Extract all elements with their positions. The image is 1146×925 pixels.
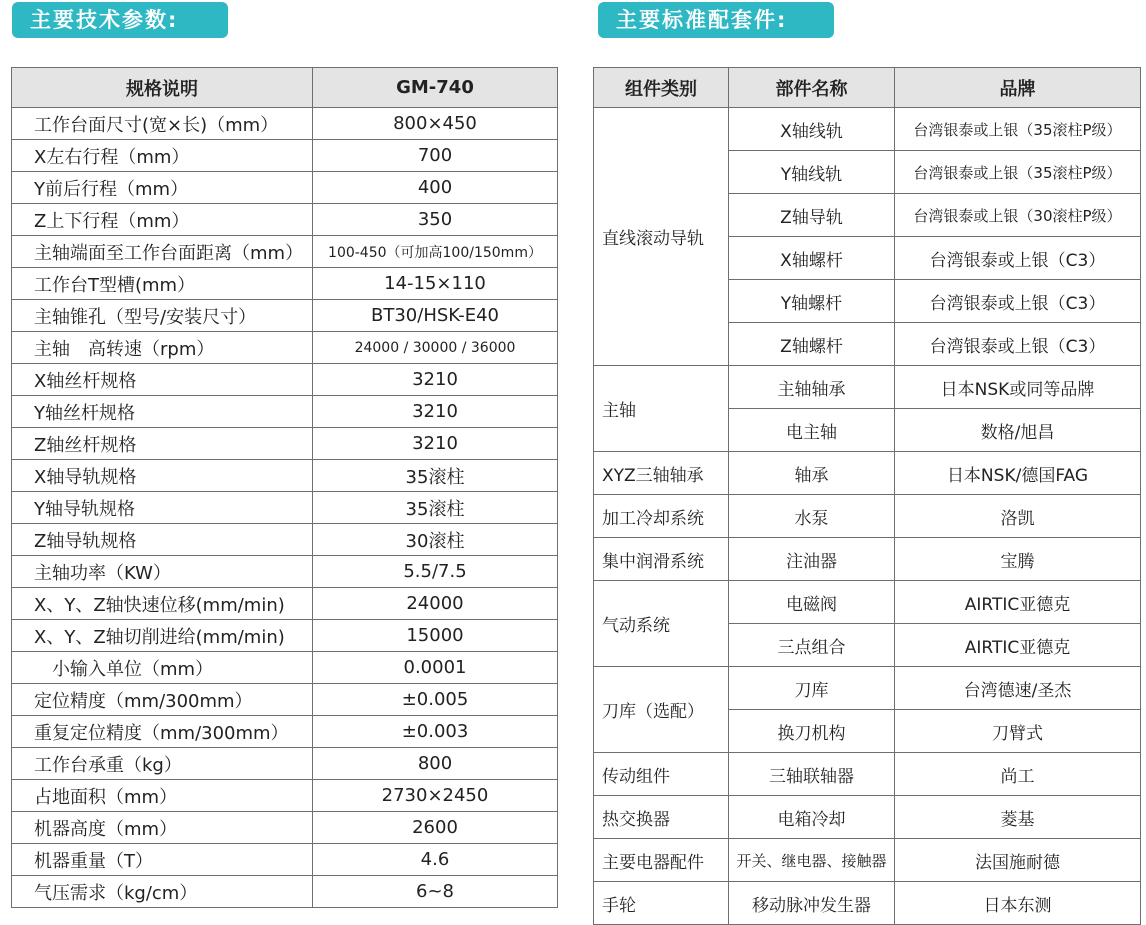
spec-row [12, 460, 558, 492]
spec-row [12, 492, 558, 524]
spec-name: 定位精度（mm/300mm） [12, 684, 313, 716]
spec-name: 主轴 高转速（rpm） [12, 332, 313, 364]
spec-name: Y前后行程（mm） [12, 172, 313, 204]
spec-row [12, 396, 558, 428]
spec-value: 0.0001 [313, 652, 558, 684]
parts-component: 三轴联轴器 [729, 753, 895, 796]
parts-component: 换刀机构 [729, 710, 895, 753]
spec-name: Z上下行程（mm） [12, 204, 313, 236]
parts-row [594, 796, 1141, 839]
parts-brand: 台湾银泰或上银（35滚柱P级） [895, 151, 1141, 194]
parts-component: Y轴螺杆 [729, 280, 895, 323]
spec-value: 35滚柱 [313, 460, 558, 492]
parts-category: 主要电器配件 [594, 839, 729, 882]
spec-row [12, 588, 558, 620]
spec-name: X轴丝杆规格 [12, 364, 313, 396]
parts-brand: AIRTIC亚德克 [895, 624, 1141, 667]
spec-value: 2600 [313, 812, 558, 844]
spec-name: 重复定位精度（mm/300mm） [12, 716, 313, 748]
parts-category: 手轮 [594, 882, 729, 925]
spec-table [11, 67, 558, 908]
spec-name: X左右行程（mm） [12, 140, 313, 172]
parts-category: 气动系统 [594, 581, 729, 667]
spec-name: X、Y、Z轴快速位移(mm/min) [12, 588, 313, 620]
spec-value: 3210 [313, 396, 558, 428]
parts-row [594, 495, 1141, 538]
parts-table [593, 67, 1141, 925]
spec-name: Z轴导轨规格 [12, 524, 313, 556]
spec-row [12, 812, 558, 844]
parts-brand: 日本NSK或同等品牌 [895, 366, 1141, 409]
parts-brand: 台湾银泰或上银（30滚柱P级） [895, 194, 1141, 237]
spec-row [12, 172, 558, 204]
parts-category: 加工冷却系统 [594, 495, 729, 538]
spec-row [12, 204, 558, 236]
spec-value: 800 [313, 748, 558, 780]
spec-value: 24000 [313, 588, 558, 620]
spec-name: Y轴导轨规格 [12, 492, 313, 524]
parts-category: 传动组件 [594, 753, 729, 796]
spec-row [12, 268, 558, 300]
spec-value: 30滚柱 [313, 524, 558, 556]
parts-component: 三点组合 [729, 624, 895, 667]
parts-brand: 刀臂式 [895, 710, 1141, 753]
parts-category: 直线滚动导轨 [594, 108, 729, 366]
spec-name: 占地面积（mm） [12, 780, 313, 812]
spec-row [12, 524, 558, 556]
spec-value: ±0.003 [313, 716, 558, 748]
spec-row [12, 140, 558, 172]
parts-section-title: 主要标准配套件: [598, 2, 834, 38]
parts-row [594, 839, 1141, 882]
parts-row [594, 538, 1141, 581]
spec-row [12, 300, 558, 332]
spec-name: 主轴端面至工作台面距离（mm） [12, 236, 313, 268]
parts-brand: 宝腾 [895, 538, 1141, 581]
spec-name: 主轴锥孔（型号/安装尺寸） [12, 300, 313, 332]
spec-value: 15000 [313, 620, 558, 652]
parts-header-cell: 部件名称 [729, 68, 895, 108]
parts-component: Z轴螺杆 [729, 323, 895, 366]
spec-value: 6~8 [313, 876, 558, 908]
parts-component: Y轴线轨 [729, 151, 895, 194]
parts-row [594, 108, 1141, 151]
spec-name: Z轴丝杆规格 [12, 428, 313, 460]
parts-category: 热交换器 [594, 796, 729, 839]
parts-component: 电箱冷却 [729, 796, 895, 839]
spec-name: 气压需求（kg/cm） [12, 876, 313, 908]
spec-row [12, 332, 558, 364]
spec-name: 小输入单位（mm） [12, 652, 313, 684]
spec-name: X、Y、Z轴切削进给(mm/min) [12, 620, 313, 652]
parts-category: 主轴 [594, 366, 729, 452]
parts-brand: 洛凯 [895, 495, 1141, 538]
parts-category: XYZ三轴轴承 [594, 452, 729, 495]
parts-row [594, 452, 1141, 495]
parts-component: 水泵 [729, 495, 895, 538]
spec-row [12, 684, 558, 716]
spec-value: 14-15×110 [313, 268, 558, 300]
parts-header-cell: 组件类别 [594, 68, 729, 108]
spec-row [12, 364, 558, 396]
parts-row [594, 581, 1141, 624]
spec-value: 35滚柱 [313, 492, 558, 524]
spec-section-title: 主要技术参数: [12, 2, 228, 38]
spec-row [12, 620, 558, 652]
parts-row [594, 753, 1141, 796]
spec-value: 2730×2450 [313, 780, 558, 812]
spec-value: 5.5/7.5 [313, 556, 558, 588]
parts-brand: 日本东测 [895, 882, 1141, 925]
spec-value: 400 [313, 172, 558, 204]
spec-row [12, 716, 558, 748]
parts-component: 刀库 [729, 667, 895, 710]
parts-row [594, 882, 1141, 925]
parts-row [594, 366, 1141, 409]
spec-value: 3210 [313, 428, 558, 460]
parts-brand: 数格/旭昌 [895, 409, 1141, 452]
parts-brand: 台湾银泰或上银（C3） [895, 323, 1141, 366]
spec-row [12, 844, 558, 876]
spec-row [12, 652, 558, 684]
parts-component: X轴螺杆 [729, 237, 895, 280]
spec-name: 工作台承重（kg） [12, 748, 313, 780]
parts-brand: 日本NSK/德国FAG [895, 452, 1141, 495]
parts-component: 主轴轴承 [729, 366, 895, 409]
parts-brand: 尚工 [895, 753, 1141, 796]
spec-header-cell: 规格说明 [12, 68, 313, 108]
parts-component: 开关、继电器、接触器 [729, 839, 895, 882]
spec-row [12, 780, 558, 812]
parts-brand: 台湾银泰或上银（C3） [895, 237, 1141, 280]
spec-row [12, 236, 558, 268]
spec-row [12, 876, 558, 908]
parts-brand: 台湾德速/圣杰 [895, 667, 1141, 710]
parts-component: 电磁阀 [729, 581, 895, 624]
parts-brand: AIRTIC亚德克 [895, 581, 1141, 624]
spec-header-cell: GM-740 [313, 68, 558, 108]
spec-row [12, 748, 558, 780]
parts-component: 注油器 [729, 538, 895, 581]
spec-value: ±0.005 [313, 684, 558, 716]
parts-row [594, 667, 1141, 710]
spec-name: 主轴功率（KW） [12, 556, 313, 588]
parts-brand: 台湾银泰或上银（C3） [895, 280, 1141, 323]
spec-value: 100-450（可加高100/150mm） [313, 236, 558, 268]
spec-value: 700 [313, 140, 558, 172]
spec-header-row [12, 68, 558, 108]
parts-component: 电主轴 [729, 409, 895, 452]
spec-name: X轴导轨规格 [12, 460, 313, 492]
parts-component: X轴线轨 [729, 108, 895, 151]
spec-row [12, 108, 558, 140]
spec-name: 工作台T型槽(mm） [12, 268, 313, 300]
parts-header-cell: 品牌 [895, 68, 1141, 108]
parts-brand: 法国施耐德 [895, 839, 1141, 882]
spec-row [12, 556, 558, 588]
spec-value: 3210 [313, 364, 558, 396]
spec-value: 24000 / 30000 / 36000 [313, 332, 558, 364]
spec-row [12, 428, 558, 460]
spec-name: 工作台面尺寸(宽×长)（mm） [12, 108, 313, 140]
spec-name: Y轴丝杆规格 [12, 396, 313, 428]
spec-value: 350 [313, 204, 558, 236]
spec-name: 机器高度（mm） [12, 812, 313, 844]
parts-component: Z轴导轨 [729, 194, 895, 237]
parts-component: 移动脉冲发生器 [729, 882, 895, 925]
parts-header-row [594, 68, 1141, 108]
spec-value: 800×450 [313, 108, 558, 140]
parts-category: 刀库（选配） [594, 667, 729, 753]
parts-brand: 台湾银泰或上银（35滚柱P级） [895, 108, 1141, 151]
parts-brand: 菱基 [895, 796, 1141, 839]
spec-value: 4.6 [313, 844, 558, 876]
spec-value: BT30/HSK-E40 [313, 300, 558, 332]
parts-category: 集中润滑系统 [594, 538, 729, 581]
spec-name: 机器重量（T） [12, 844, 313, 876]
parts-component: 轴承 [729, 452, 895, 495]
